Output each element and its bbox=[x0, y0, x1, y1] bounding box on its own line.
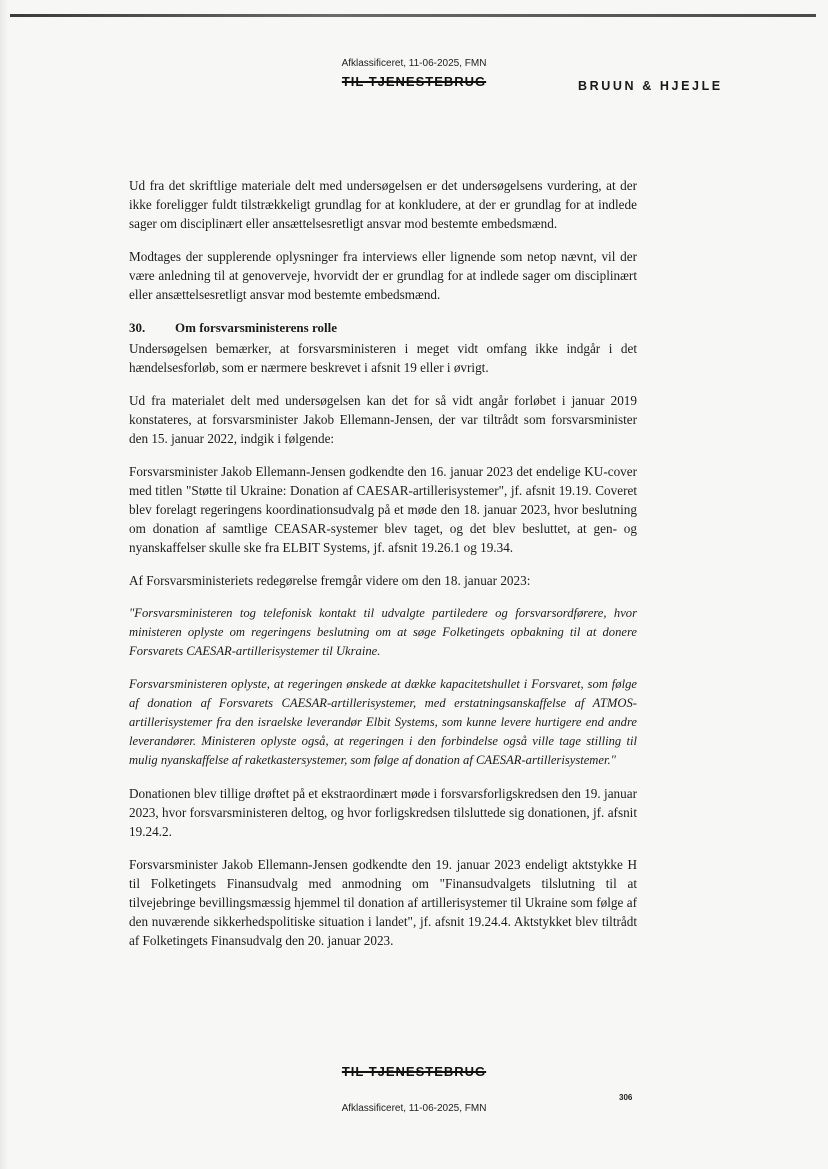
paragraph-minister-involvement: Undersøgelsen bemærker, at forsvarsministeren i meget vidt omfang ikke indgår i det hændelsesforløb, som er nærmere beskrevet i afsnit 19 eller i øvrigt. bbox=[129, 341, 637, 375]
classification-stamp-bottom: TIL TJENESTEBRUG bbox=[341, 1064, 487, 1079]
declassification-footer: Afklassificeret, 11-06-2025, FMN bbox=[341, 1103, 487, 1114]
page-number: 306 bbox=[619, 1093, 633, 1102]
paragraph-report-intro: Af Forsvarsministeriets redegørelse fremgår videre om den 18. januar 2023: bbox=[129, 573, 531, 588]
document-body bbox=[129, 176, 637, 964]
classification-stamp-top: TIL TJENESTEBRUG bbox=[341, 74, 487, 89]
paragraph-assessment: Ud fra det skriftlige materiale delt med undersøgelsen er det undersøgelsens vurdering, at der ikke foreligger fuldt tilstrækkeligt grundlag for at konkludere, at der er grundlag for at indlede sager om disciplinært eller ansættelsesretligt ansvar mod bestemte embedsmænd. bbox=[129, 178, 637, 231]
section-number: 30. bbox=[129, 320, 146, 335]
section-title: Om forsvarsministerens rolle bbox=[175, 320, 337, 335]
paragraph-ku-cover: Forsvarsminister Jakob Ellemann-Jensen godkendte den 16. januar 2023 det endelige KU-cover med titlen "Støtte til Ukraine: Donation af CAESAR-artillerisystemer", jf. afsnit 19.19. Coveret blev forelagt regeringens koordinationsudvalg på et møde den 18. januar 2023, hvor beslutning om donation af samtlige CEASAR-systemer blev taget, og det blev besluttet, at gen- og nyanskaffelser skulle ske fra ELBIT Systems, jf. afsnit 19.26.1 og 19.34. bbox=[129, 464, 637, 555]
quote-phone-contact: "Forsvarsministeren tog telefonisk kontakt til udvalgte partiledere og forsvarsordførere, hvor ministeren oplyste om regeringens beslutning om at søge Folketingets opbakning til at donere Forsvarets CAESAR-artillerisystemer til Ukraine. bbox=[129, 606, 637, 658]
declassification-header: Afklassificeret, 11-06-2025, FMN bbox=[341, 58, 487, 69]
scan-edge-line bbox=[10, 14, 816, 17]
paragraph-january-findings: Ud fra materialet delt med undersøgelsen kan det for så vidt angår forløbet i januar 2019 konstateres, at forsvarsminister Jakob Ellemann-Jensen, der var tiltrådt som forsvarsminister den 15. januar 2022, indgik i følgende: bbox=[129, 393, 637, 446]
scan-shadow-left bbox=[0, 0, 8, 1169]
paragraph-aktstykke: Forsvarsminister Jakob Ellemann-Jensen godkendte den 19. januar 2023 endeligt aktstykke H til Folketingets Finansudvalg med anmodning om "Finansudvalgets tilslutning til at tilvejebringe bevillingsmæssig hjemmel til donation af artillerisystemer til Ukraine som følge af den nuværende sikkerhedspolitiske situation i landet", jf. afsnit 19.24.4. Aktstykket blev tiltrådt af Folketingets Finansudvalg den 20. januar 2023. bbox=[129, 857, 637, 948]
firm-logo-text: BRUUN & HJEJLE bbox=[578, 79, 723, 93]
section-heading bbox=[129, 318, 637, 337]
paragraph-supplementary: Modtages der supplerende oplysninger fra interviews eller lignende som netop nævnt, vil der være anledning til at genoverveje, hvorvidt der er grundlag for at indlede sager om disciplinært eller ansættelsesretligt ansvar mod bestemte embedsmænd. bbox=[129, 249, 637, 302]
quote-capacity-gap: Forsvarsministeren oplyste, at regeringen ønskede at dække kapacitetshullet i Forsvaret, som følge af donation af Forsvarets CAESAR-artillerisystemer, med erstatningsanskaffelse af ATMOS-artillerisystemer fra den israelske leverandør Elbit Systems, som kunne levere hurtigere end andre leverandører. Ministeren oplyste også, at regeringen i den forbindelse også ville tage stilling til mulig nyanskaffelse af raketkastersystemer, som følge af donation af CAESAR-artillerisystemer." bbox=[129, 677, 637, 767]
paragraph-extraordinary-meeting: Donationen blev tillige drøftet på et ekstraordinært møde i forsvarsforligskredsen den 19. januar 2023, hvor forsvarsministeren deltog, og hvor forligskredsen tilsluttede sig donationen, jf. afsnit 19.24.2. bbox=[129, 786, 637, 839]
